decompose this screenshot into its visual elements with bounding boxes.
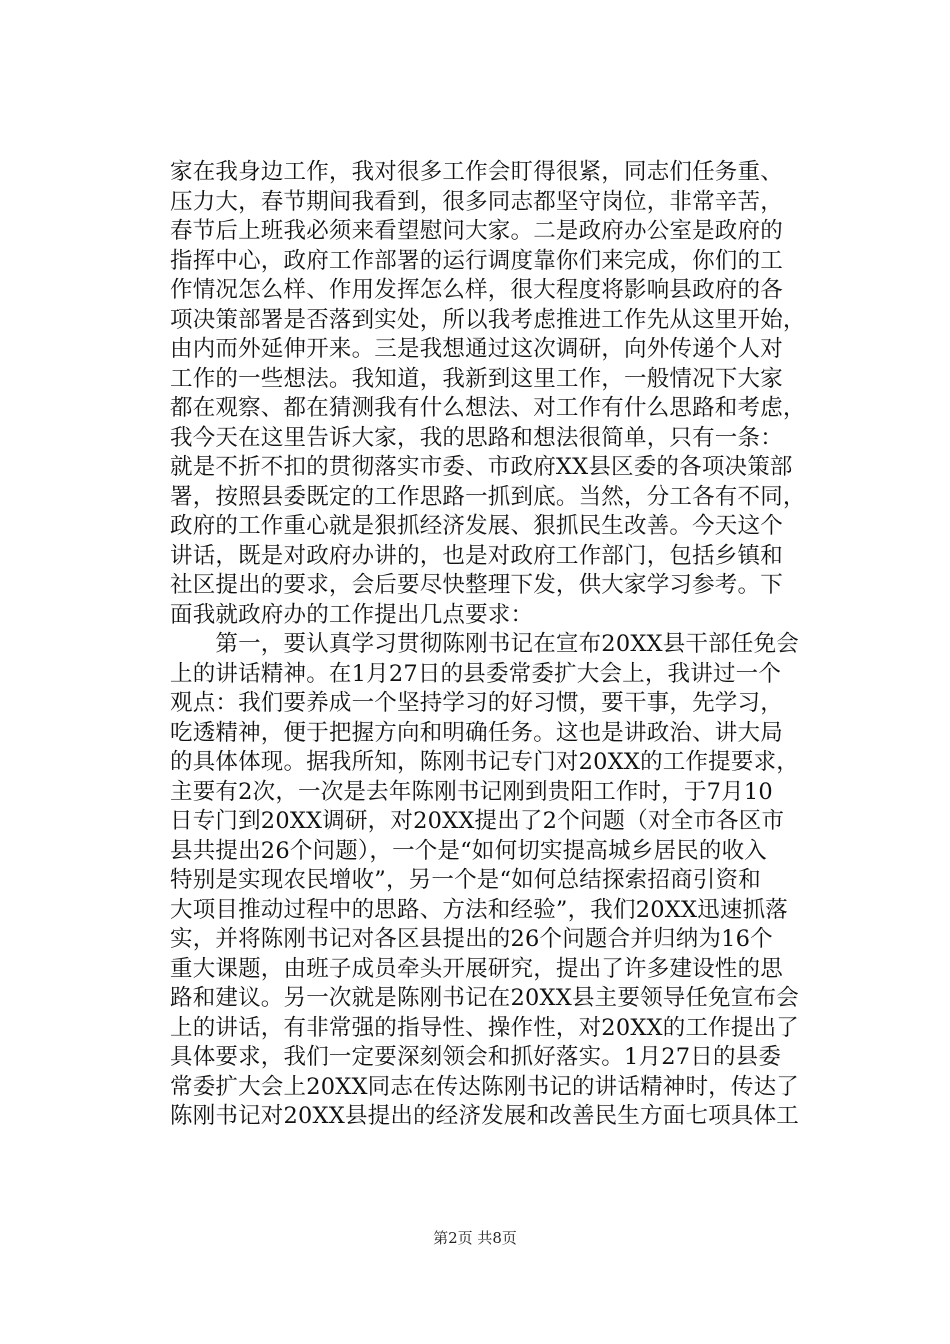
text-line: 上的讲话，有非常强的指导性、操作性，对20XX的工作提出了 (170, 1014, 799, 1041)
text-line: 陈刚书记对20XX县提出的经济发展和改善民生方面七项具体工 (170, 1103, 799, 1129)
text-line: 工作的一些想法。我知道，我新到这里工作，一般情况下大家 (170, 365, 783, 392)
text-line: 就是不折不扣的贯彻落实市委、市政府XX县区委的各项决策部 (170, 454, 793, 480)
text-line: 常委扩大会上20XX同志在传达陈刚书记的讲话精神时，传达了 (170, 1073, 799, 1100)
text-line: 社区提出的要求，会后要尽快整理下发，供大家学习参考。下 (170, 572, 783, 598)
text-line: 面我就政府办的工作提出几点要求： (170, 601, 534, 628)
text-line: 具体要求，我们一定要深刻领会和抓好落实。1月27日的县委 (170, 1044, 782, 1070)
text-line: 都在观察、都在猜测我有什么想法、对工作有什么思路和考虑， (170, 395, 806, 421)
text-line: 日专门到20XX调研，对20XX提出了2个问题（对全市各区市 (170, 808, 785, 834)
text-line: 重大课题，由班子成员牵头开展研究，提出了许多建设性的思 (170, 955, 783, 982)
text-line: 春节后上班我必须来看望慰问大家。二是政府办公室是政府的 (170, 218, 783, 244)
text-line: 由内而外延伸开来。三是我想通过这次调研，向外传递个人对 (170, 336, 783, 362)
text-line: 路和建议。另一次就是陈刚书记在20XX县主要领导任免宣布会 (170, 985, 799, 1011)
text-line: 我今天在这里告诉大家，我的思路和想法很简单，只有一条： (170, 424, 783, 451)
text-line: 政府的工作重心就是狠抓经济发展、狠抓民生改善。今天这个 (170, 513, 783, 539)
text-line: 县共提出26个问题），一个是“如何切实提高城乡居民的收入 (170, 837, 767, 864)
text-line: 实，并将陈刚书记对各区县提出的26个问题合并归纳为16个 (170, 926, 773, 952)
text-line: 吃透精神，便于把握方向和明确任务。这也是讲政治、讲大局 (170, 719, 783, 746)
page-footer: 第2页 共8页 (433, 1229, 517, 1247)
text-line: 特别是实现农民增收”，另一个是“如何总结探索招商引资和 (170, 867, 761, 893)
text-line: 作情况怎么样、作用发挥怎么样，很大程度将影响县政府的各 (170, 277, 783, 303)
text-line: 第一，要认真学习贯彻陈刚书记在宣布20XX县干部任免会 (170, 631, 799, 657)
text-line: 讲话，既是对政府办讲的，也是对政府工作部门，包括乡镇和 (170, 542, 783, 569)
text-line: 主要有2次，一次是去年陈刚书记刚到贵阳工作时，于7月10 (170, 778, 773, 805)
text-line: 上的讲话精神。在1月27日的县委常委扩大会上，我讲过一个 (170, 660, 782, 687)
text-line: 观点：我们要养成一个坚持学习的好习惯，要干事，先学习， (170, 690, 783, 716)
text-line: 项决策部署是否落到实处，所以我考虑推进工作先从这里开始， (170, 306, 806, 333)
text-line: 家在我身边工作，我对很多工作会盯得很紧，同志们任务重、 (170, 159, 783, 185)
text-line: 指挥中心，政府工作部署的运行调度靠你们来完成，你们的工 (170, 247, 783, 274)
text-line: 的具体体现。据我所知，陈刚书记专门对20XX的工作提要求， (170, 749, 799, 775)
text-line: 压力大，春节期间我看到，很多同志都坚守岗位，非常辛苦， (170, 188, 783, 215)
text-line: 大项目推动过程中的思路、方法和经验”，我们20XX迅速抓落 (170, 896, 788, 923)
text-line: 署，按照县委既定的工作思路一抓到底。当然，分工各有不同， (170, 483, 806, 510)
document-body (170, 158, 860, 1132)
